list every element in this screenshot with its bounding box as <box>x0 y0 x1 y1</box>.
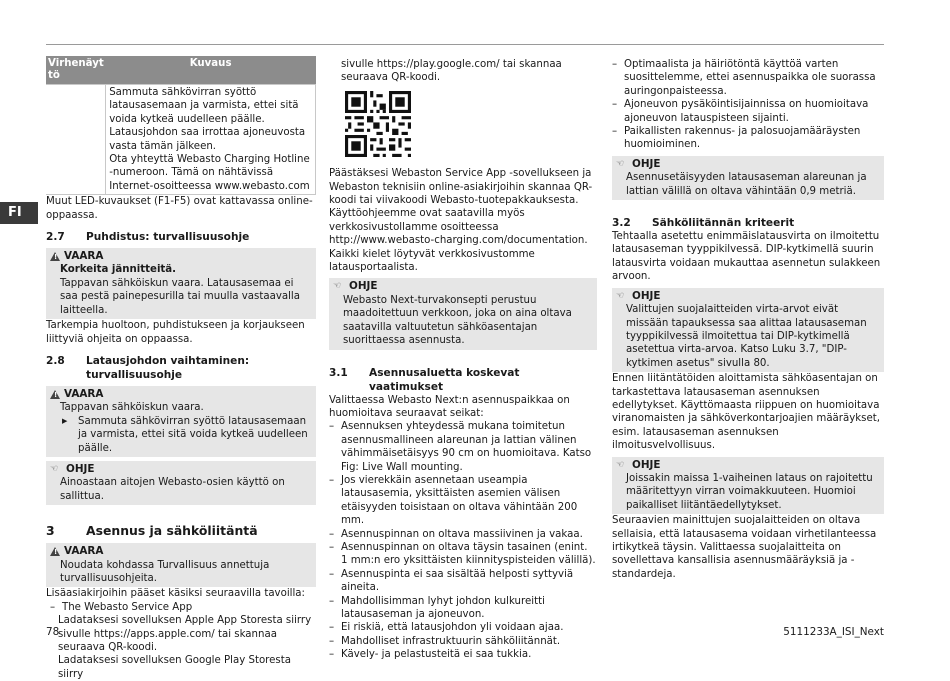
note-text: Ainoastaan aitojen Webasto-osien käyttö on sallittua. <box>60 477 285 502</box>
column-right <box>612 58 884 581</box>
warning-title: VAARA <box>64 387 104 400</box>
note-text: Joissakin maissa 1-vaiheinen lataus on rajoitettu määritettyyn virran voimakkuuteen. Huomioi paikalliset liitäntäedellytykset. <box>626 472 873 511</box>
pointing-hand-icon: ☜ <box>616 290 625 301</box>
section-number: 2.8 <box>46 354 65 367</box>
section-title: Asennus ja sähköliitäntä <box>86 523 258 539</box>
warning-step: ▶ Sammuta sähkövirran syöttö latausasemaan ja varmista, ettei sitä voida kytkeä uudelleen päälle. <box>60 415 312 455</box>
note-title: OHJE <box>632 458 661 471</box>
requirements-list-cont <box>612 58 884 152</box>
warning-icon <box>50 547 60 556</box>
warning-box-1 <box>46 248 316 319</box>
list-item: – Jos vierekkäin asennetaan useampia latausasemia, yksittäisten asemien välisen etäisyyden toisistaan on oltava vähintään 200 mm. <box>329 474 597 528</box>
section-number: 3.1 <box>329 366 348 379</box>
note-text: Valittujen suojalaitteiden virta-arvot eivät missään tapauksessa saa alittaa latausaseman tyyppikilvessä ilmoitettua tai DIP-kytkimellä asetettua virta-arvoa. Katso Luku 3.7, "DIP-kytkimen asetus" sivulla 80. <box>626 304 867 369</box>
google-play-text-cont: sivulle https://play.google.com/ tai skannaa seuraava QR-koodi. <box>341 59 562 84</box>
section-3-2-text: Tehtaalla asetettu enimmäislatausvirta on ilmoitettu latausaseman tyyppikilvessä. DIP-kytkimellä suurin latausvirta voidaan mukauttaa asennetun sulakkeen arvoon. <box>612 231 881 283</box>
service-app-text: Päästäksesi Webaston Service App -sovellukseen ja Webaston teknisiin online-asiakirjoihin skannaa QR-koodi tai viivakoodi Webasto-tuotepakkauksesta. Käyttöohjeemme ovat saatavilla myös verkkosivustollamme osoitteessa http://www.webasto-charging.com/documentation. Kaikki kielet löytyvät verkkosivustomme latausportaalista. <box>329 168 593 274</box>
pointing-hand-icon: ☜ <box>616 459 625 470</box>
list-item: – Mahdollisimman lyhyt johdon kulkureitti latausaseman ja ajoneuvon. <box>329 595 597 622</box>
requirements-list <box>329 420 597 661</box>
section-number: 3 <box>46 523 55 539</box>
table-row <box>46 85 316 195</box>
warning-text: Noudata kohdassa Turvallisuus annettuja turvallisuusohjeita. <box>60 559 270 584</box>
document-code: 5111233A_ISI_Next <box>783 626 884 638</box>
top-rule <box>46 44 884 45</box>
section-number: 3.2 <box>612 217 631 230</box>
section-title: Sähköliitännän kriteerit <box>652 217 795 230</box>
warning-icon <box>50 390 60 399</box>
section-title: Latausjohdon vaihtaminen: turvallisuusohje <box>86 354 250 381</box>
column-middle <box>329 58 597 662</box>
protective-devices-text: Seuraavien mainittujen suojalaitteiden on oltava sellaisia, että latausasema voidaan virhetilanteessa irtikytkeä täysin. Valittaessa suojalaitteita on sovellettava kansallisia asennusmääräyksiä ja -standardeja. <box>612 515 877 580</box>
list-item: – Ajoneuvon pysäköintisijainnissa on huomioitava ajoneuvon latauspisteen sijainti. <box>612 98 884 125</box>
list-item: – Asennuspinta ei saa sisältää helposti syttyviä aineita. <box>329 568 597 595</box>
table-cell-empty <box>46 85 106 195</box>
table-header-error: Virhenäyt tö <box>46 56 106 85</box>
list-item: – Asennuspinnan on oltava täysin tasainen (enint. 1 mm:n ero yksittäisten kiinnityspisteiden välillä). <box>329 541 597 568</box>
language-tab: FI <box>0 202 38 224</box>
google-play-text: Ladataksesi sovelluksen Google Play Storesta siirry <box>58 655 291 680</box>
led-note: Muut LED-kuvaukset (F1-F5) ovat kattavassa online-oppaassa. <box>46 196 313 221</box>
note-box-3 <box>612 156 884 200</box>
warning-text: Tappavan sähköiskun vaara. <box>60 402 204 414</box>
list-item: – Optimaalista ja häiriötöntä käyttöä varten suosittelemme, ettei asennuspaikka ole suorassa auringonpaisteessa. <box>612 58 884 98</box>
warning-title: VAARA <box>64 250 104 263</box>
note-text: Asennusetäisyyden latausaseman alareunan ja lattian välillä on oltava vähintään 0,9 metriä. <box>626 172 867 197</box>
documentation-list <box>46 601 316 614</box>
section-3-1-text: Valittaessa Webasto Next:n asennuspaikkaa on huomioitava seuraavat seikat: <box>329 394 570 419</box>
note-box-4 <box>612 288 884 372</box>
column-left <box>46 56 316 681</box>
section-3-text: Lisäasiakirjoihin pääset käsiksi seuraavilla tavoilla: <box>46 588 305 600</box>
warning-title: VAARA <box>64 545 104 558</box>
warning-subtitle: Korkeita jännitteitä. <box>60 264 177 276</box>
section-3-heading <box>46 523 316 539</box>
qr-code <box>345 91 411 157</box>
connection-prereq-text: Ennen liitäntätöiden aloittamista sähköasentajan on tarkastettava latausaseman asennuksen edellytykset. Käyttömaasta riippuen on huomioitava viranomaisten ja sähköverkontarjoajien määräykset, esim. latausaseman asennuksen ilmoitusvelvollisuus. <box>612 373 880 452</box>
section-number: 2.7 <box>46 231 65 244</box>
section-3-1-heading <box>329 366 597 394</box>
pointing-hand-icon: ☜ <box>50 463 59 474</box>
note-box-2 <box>329 278 597 349</box>
list-item: – Asennuspinnan on oltava massiivinen ja vakaa. <box>329 528 597 541</box>
note-box-5 <box>612 457 884 515</box>
section-title: Puhdistus: turvallisuusohje <box>86 231 250 244</box>
warning-icon <box>50 252 60 261</box>
note-title: OHJE <box>632 157 661 170</box>
table-text-2: Ota yhteyttä Webasto Charging Hotline -numeroon. Tämä on nähtävissä Internet-osoitteessa www.webasto.com <box>109 154 310 192</box>
section-2-7-text: Tarkempia huoltoon, puhdistukseen ja korjaukseen liittyviä ohjeita on oppaassa. <box>46 320 305 345</box>
pointing-hand-icon: ☜ <box>616 158 625 169</box>
page-number: 78 <box>46 626 60 638</box>
note-box-1 <box>46 461 316 505</box>
table-header-description: Kuvaus <box>106 56 316 85</box>
list-item: – Asennuksen yhteydessä mukana toimitetun asennusmallineen alareunan ja lattian välinen vähimmäisetäisyys 90 cm on huomioitava. Katso Fig: Live Wall mounting. <box>329 420 597 474</box>
warning-text: Tappavan sähköiskun vaara. Latausasemaa ei saa pestä painepesurilla tai muulla vastaavalla laitteella. <box>60 277 300 316</box>
list-item: – Paikallisten rakennus- ja palosuojamääräysten huomioiminen. <box>612 125 884 152</box>
note-text: Webasto Next-turvakonsepti perustuu maadoitettuun verkkoon, joka on aina oltava saatavilla valtuutetun sähköasentajan suorittaessa asennusta. <box>343 294 572 347</box>
section-2-7-heading <box>46 230 316 244</box>
list-item: – Kävely- ja pelastusteitä ei saa tukkia. <box>329 648 597 661</box>
pointing-hand-icon: ☜ <box>333 281 342 292</box>
note-title: OHJE <box>632 289 661 302</box>
warning-box-3 <box>46 543 316 587</box>
note-title: OHJE <box>349 280 378 293</box>
table-cell-description <box>106 85 316 195</box>
list-item: – Ei riskiä, että latausjohdon yli voidaan ajaa. <box>329 621 597 634</box>
warning-box-2 <box>46 386 316 457</box>
error-table <box>46 56 316 195</box>
list-item: – The Webasto Service App <box>50 601 316 614</box>
list-item: – Mahdolliset infrastruktuurin sähköliitännät. <box>329 635 597 648</box>
section-3-2-heading <box>612 216 884 230</box>
table-text-1: Sammuta sähkövirran syöttö latausasemaan ja varmista, ettei sitä voida kytkeä uudelleen päälle. Latausjohdon saa irrottaa ajoneuvosta vasta tämän jälkeen. <box>109 87 306 152</box>
note-title: OHJE <box>66 462 95 475</box>
apple-store-text: Ladataksesi sovelluksen Apple App Storesta siirry sivulle https://apps.apple.com/ tai skannaa seuraava QR-koodi. <box>58 615 312 653</box>
section-title: Asennusaluetta koskevat vaatimukset <box>369 366 520 393</box>
section-2-8-heading <box>46 354 316 382</box>
